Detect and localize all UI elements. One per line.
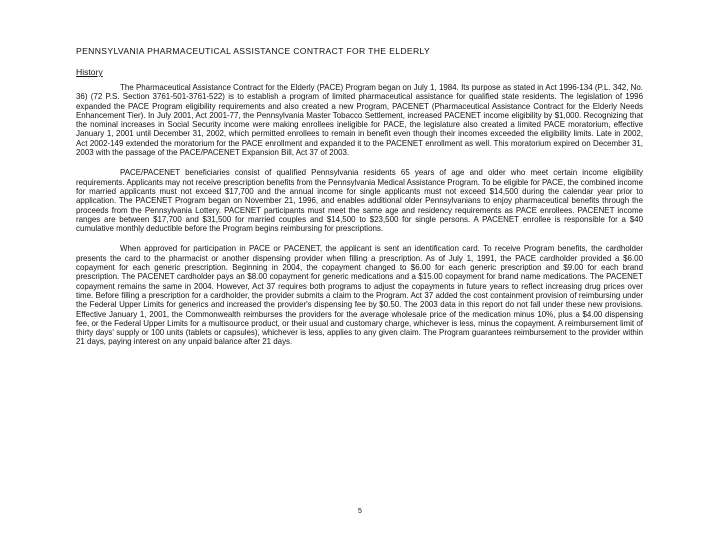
page-number: 5: [358, 508, 362, 515]
section-heading-history: History: [76, 67, 103, 77]
paragraph-copayment: When approved for participation in PACE or PACENET, the applicant is sent an identification card. To receive Program benefits, the cardholder presents the card to the pharmacist or another dispensing provider when filling a prescription. As of July 1, 1991, the PACE cardholder provided a $6.00 copayment for each generic prescription. Beginning in 2004, the copayment changed to $6.00 for each generic prescription and $9.00 for each brand prescription. The PACENET cardholder pays an $8.00 copayment for generic medications and a $15.00 copayment for brand name medications. The PACENET copayment remains the same in 2004. However, Act 37 requires both programs to adjust the copayments in future years to reflect increasing drug prices over time. Before filling a prescription for a cardholder, the provider submits a claim to the Program. Act 37 added the cost containment provision of reimbursing under the Federal Upper Limits for generics and increased the provider's dispensing fee by $0.50. The 2003 data in this report do not fall under these new provisions. Effective January 1, 2001, the Commonwealth reimburses the providers for the average wholesale price of the medication minus 10%, plus a $4.00 dispensing fee, or the Federal Upper Limits for a multisource product, or their usual and customary charge, whichever is less, minus the copayment. A reimbursement limit of thirty days' supply or 100 units (tablets or capsules), whichever is less, applies to any given claim. The Program guarantees reimbursement to the provider within 21 days, paying interest on any unpaid balance after 21 days.: [76, 244, 643, 347]
document-title: PENNSYLVANIA PHARMACEUTICAL ASSISTANCE CONTRACT FOR THE ELDERLY: [76, 46, 431, 56]
paragraph-history: The Pharmaceutical Assistance Contract for the Elderly (PACE) Program began on July 1, 1984. Its purpose as stated in Act 1996-134 (P.L. 342, No. 36) (72 P.S. Section 3761-501-3761-522) is to establish a program of limited pharmaceutical assistance for qualified state residents. The legislation of 1996 expanded the PACE Program eligibility requirements and also created a new Program, PACENET (Pharmaceutical Assistance Contract for the Elderly Needs Enhancement Tier). In July 2001, Act 2001-77, the Pennsylvania Master Tobacco Settlement, increased PACENET income eligibility by $1,000. Recognizing that the nominal increases in Social Security income were making enrollees ineligible for PACE, the legislature also created a limited PACE moratorium, effective January 1, 2001 until December 31, 2002, which permitted enrollees to remain in benefit even though their incomes exceeded the eligibility limits. Late in 2002, Act 2002-149 extended the moratorium for the PACE enrollment and expanded it to the PACENET enrollment as well. This moratorium expired on December 31, 2003 with the passage of the PACE/PACENET Expansion Bill, Act 37 of 2003.: [76, 83, 643, 158]
paragraph-eligibility: PACE/PACENET beneficiaries consist of qualified Pennsylvania residents 65 years of age and older who meet certain income eligibility requirements. Applicants may not receive prescription benefits from the Pennsylvania Medical Assistance Program. To be eligible for PACE, the combined income for married applicants must not exceed $17,700 and the annual income for single applicants must not exceed $14,500 during the calendar year prior to application. The PACENET Program began on November 21, 1996, and enables additional older Pennsylvanians to enjoy pharmaceutical benefits through the proceeds from the Pennsylvania Lottery. PACENET participants must meet the same age and residency requirements as PACE enrollees. PACENET income ranges are between $17,700 and $31,500 for married couples and $14,500 to $23,500 for single persons. A PACENET enrollee is responsible for a $40 cumulative monthly deductible before the Program begins reimbursing for prescriptions.: [76, 168, 643, 234]
document-page: [76, 46, 643, 358]
